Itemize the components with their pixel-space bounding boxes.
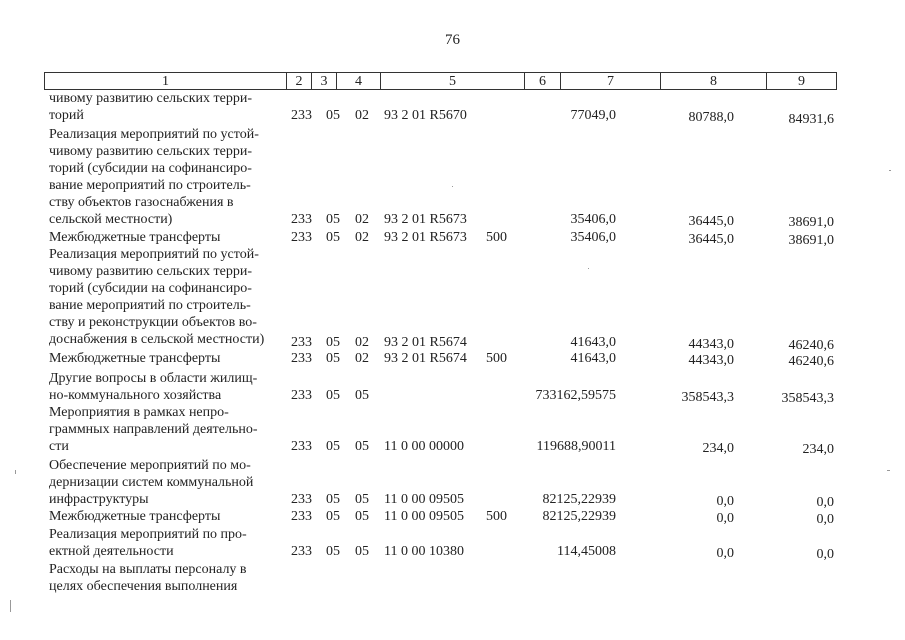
cell-col-9: 84931,6 (788, 112, 834, 127)
cell-col-8: 36445,0 (688, 214, 734, 229)
cell-col-9: 46240,6 (788, 354, 834, 369)
cell-col-3: 05 (326, 230, 340, 245)
cell-col-9: 234,0 (802, 442, 834, 457)
cell-col-9: 0,0 (816, 512, 834, 527)
cell-col-4: 02 (355, 351, 369, 366)
cell-col-8: 80788,0 (688, 110, 734, 125)
cell-col-9: 358543,3 (781, 391, 834, 406)
table-row (0, 334, 905, 351)
table-row (0, 508, 905, 525)
cell-col-4: 05 (355, 492, 369, 507)
cell-col-5: 11 0 00 00000 (384, 439, 464, 454)
header-col-1: 1 (45, 73, 287, 89)
cell-col-2: 233 (291, 388, 312, 403)
cell-col-5: 11 0 00 09505 (384, 509, 464, 524)
cell-col-5: 93 2 01 R5674 (384, 351, 467, 366)
row-description: Обеспечение мероприятий по мо- дернизации систем коммунальной инфраструктуры (49, 458, 254, 507)
cell-col-6: 500 (486, 509, 507, 524)
row-description: чивому развитию сельских терри- торий (49, 91, 253, 123)
cell-col-3: 05 (326, 212, 340, 227)
cell-col-7: 119688,90011 (536, 439, 616, 454)
cell-col-3: 05 (326, 108, 340, 123)
cell-col-7: 35406,0 (570, 212, 616, 227)
table-row (0, 107, 905, 127)
cell-col-7: 41643,0 (570, 351, 616, 366)
row-description: Реализация мероприятий по про- ектной деятельности (49, 527, 247, 559)
cell-col-9: 0,0 (816, 495, 834, 510)
cell-col-3: 05 (326, 439, 340, 454)
scan-speck (887, 470, 890, 471)
row-description: Реализация мероприятий по устой- чивому развитию сельских терри- торий (субсидии на софинансиро- вание мероприятий по строитель- ству и реконструкции объектов во- доснабжения в сельской местности) (49, 247, 265, 347)
cell-col-9: 38691,0 (788, 215, 834, 230)
table-row (0, 438, 905, 455)
cell-col-5: 93 2 01 R5673 (384, 230, 467, 245)
header-col-4: 4 (337, 73, 381, 89)
cell-col-5: 11 0 00 10380 (384, 544, 464, 559)
cell-col-5: 93 2 01 R5673 (384, 212, 467, 227)
cell-col-2: 233 (291, 544, 312, 559)
cell-col-7: 41643,0 (570, 335, 616, 350)
scan-speck (15, 470, 16, 474)
table-row (0, 350, 905, 367)
cell-col-9: 38691,0 (788, 233, 834, 248)
table-row (0, 543, 905, 560)
cell-col-8: 0,0 (716, 546, 734, 561)
cell-col-7: 733162,59575 (535, 388, 616, 403)
table-row (0, 387, 905, 404)
cell-col-6: 500 (486, 351, 507, 366)
row-description: Расходы на выплаты персоналу в целях обеспечения выполнения (49, 562, 247, 594)
page-number: 76 (445, 32, 460, 48)
row-description: Межбюджетные трансферты (49, 509, 221, 524)
cell-col-6: 500 (486, 230, 507, 245)
row-description: Межбюджетные трансферты (49, 351, 221, 366)
cell-col-4: 05 (355, 544, 369, 559)
cell-col-4: 02 (355, 108, 369, 123)
cell-col-4: 02 (355, 230, 369, 245)
cell-col-4: 05 (355, 509, 369, 524)
row-description: Реализация мероприятий по устой- чивому развитию сельских терри- торий (субсидии на софинансиро- вание мероприятий по строитель- ству объектов газоснабжения в сельской местности) (49, 127, 259, 227)
header-col-9: 9 (798, 74, 805, 89)
table-header (44, 72, 837, 90)
header-col-7: 7 (561, 73, 661, 89)
table-row (0, 211, 905, 228)
cell-col-4: 05 (355, 439, 369, 454)
row-description: Другие вопросы в области жилищ- но-коммунального хозяйства (49, 371, 258, 403)
header-col-6: 6 (525, 73, 561, 89)
cell-col-4: 05 (355, 388, 369, 403)
header-col-8: 8 (661, 73, 767, 89)
cell-col-4: 02 (355, 212, 369, 227)
header-col-3: 3 (312, 73, 337, 89)
cell-col-8: 358543,3 (681, 390, 734, 405)
row-description: Межбюджетные трансферты (49, 230, 221, 245)
table-row (0, 229, 905, 246)
cell-col-8: 44343,0 (688, 353, 734, 368)
cell-col-3: 05 (326, 492, 340, 507)
cell-col-2: 233 (291, 230, 312, 245)
header-col-2: 2 (287, 73, 312, 89)
row-description: Мероприятия в рамках непро- граммных направлений деятельно- сти (49, 405, 258, 454)
header-col-5: 5 (381, 73, 525, 89)
cell-col-7: 82125,22939 (542, 492, 616, 507)
cell-col-2: 233 (291, 509, 312, 524)
scan-speck (588, 268, 589, 269)
cell-col-2: 233 (291, 335, 312, 350)
cell-col-2: 233 (291, 351, 312, 366)
cell-col-2: 233 (291, 439, 312, 454)
cell-col-9: 0,0 (816, 547, 834, 562)
cell-col-7: 114,45008 (557, 544, 616, 559)
cell-col-9: 46240,6 (788, 338, 834, 353)
cell-col-7: 77049,0 (570, 108, 616, 123)
cell-col-3: 05 (326, 388, 340, 403)
cell-col-8: 234,0 (702, 441, 734, 456)
cell-col-3: 05 (326, 351, 340, 366)
cell-col-4: 02 (355, 335, 369, 350)
cell-col-7: 35406,0 (570, 230, 616, 245)
cell-col-8: 0,0 (716, 511, 734, 526)
cell-col-8: 44343,0 (688, 337, 734, 352)
table-row (0, 491, 905, 508)
cell-col-3: 05 (326, 509, 340, 524)
cell-col-7: 82125,22939 (542, 509, 616, 524)
cell-col-3: 05 (326, 544, 340, 559)
cell-col-5: 11 0 00 09505 (384, 492, 464, 507)
scan-speck (889, 170, 891, 171)
scan-speck (452, 186, 453, 187)
scan-speck (10, 600, 11, 612)
cell-col-8: 0,0 (716, 494, 734, 509)
cell-col-5: 93 2 01 R5674 (384, 335, 467, 350)
cell-col-3: 05 (326, 335, 340, 350)
cell-col-8: 36445,0 (688, 232, 734, 247)
cell-col-2: 233 (291, 108, 312, 123)
cell-col-2: 233 (291, 492, 312, 507)
cell-col-2: 233 (291, 212, 312, 227)
cell-col-5: 93 2 01 R5670 (384, 108, 467, 123)
